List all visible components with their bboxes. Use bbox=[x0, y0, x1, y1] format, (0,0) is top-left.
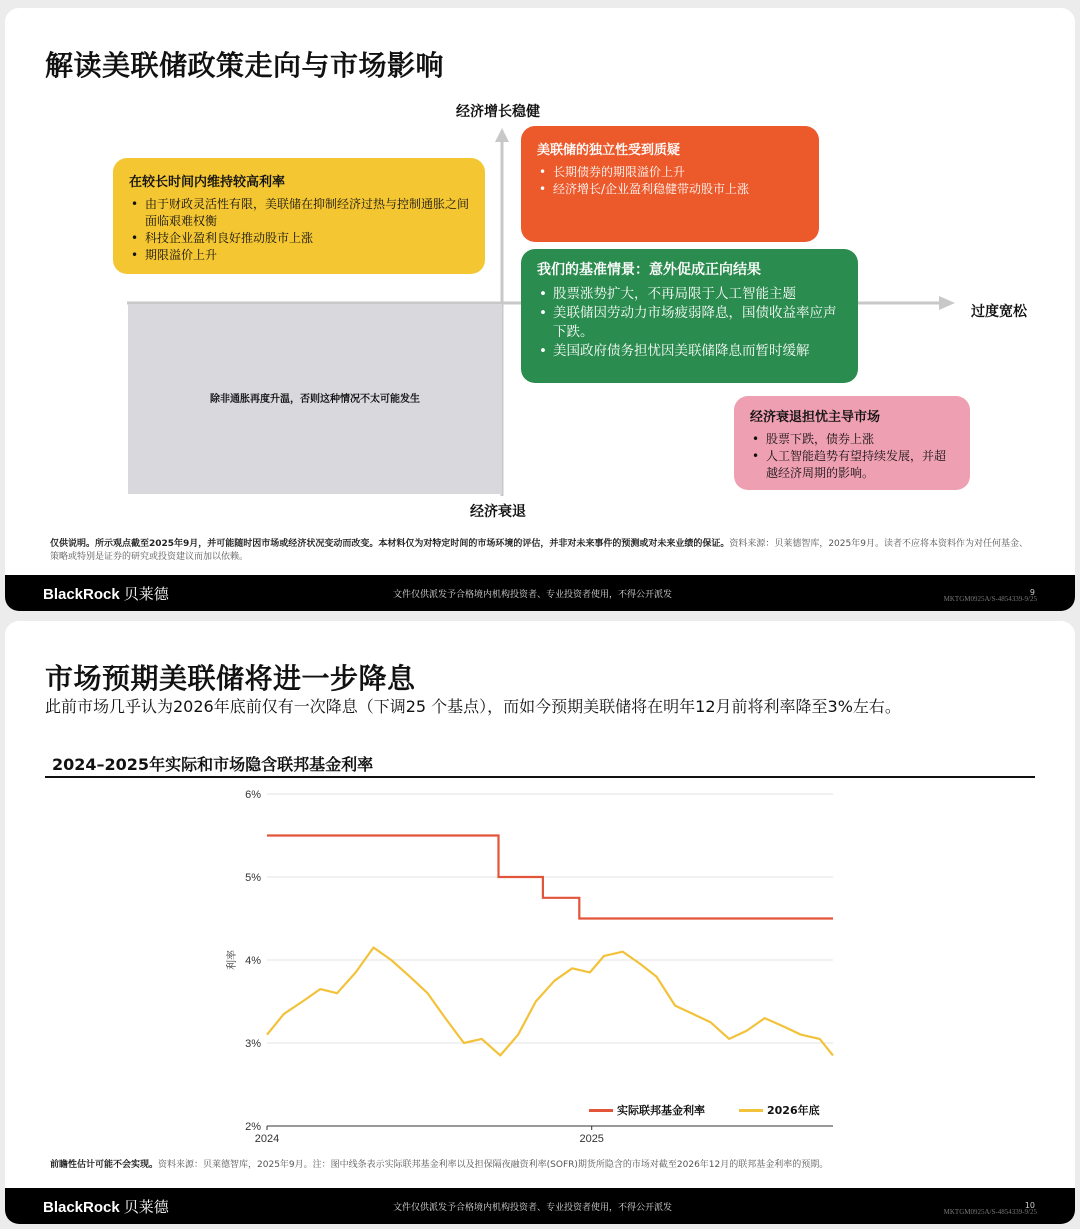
document-code: MKTGM0925A/S-4854339-9/25 bbox=[943, 1208, 1037, 1216]
y-tick-label: 6% bbox=[245, 789, 261, 801]
green-box-title: 我们的基准情景：意外促成正向结果 bbox=[537, 262, 761, 278]
disclaimer bbox=[50, 538, 1030, 564]
green-item: • 股票涨势扩大，不再局限于人工智能主题 bbox=[537, 285, 842, 304]
green-item: • 美联储因劳动力市场疲弱降息，国债收益率应声下跌。 bbox=[537, 304, 842, 342]
distribution-note: 文件仅供派发予合格境内机构投资者、专业投资者使用，不得公开派发 bbox=[393, 1203, 673, 1213]
axis-label-top: 经济增长稳健 bbox=[456, 104, 540, 120]
axis-label-right: 过度宽松 bbox=[971, 304, 1027, 320]
grey-quadrant-text: 除非通胀再度升温，否则这种情况不太可能发生 bbox=[210, 394, 420, 405]
green-item: • 美国政府债务担忧因美联储降息而暂时缓解 bbox=[537, 342, 842, 361]
y-tick-label: 3% bbox=[245, 1038, 261, 1050]
x-tick-label: 2024 bbox=[254, 1133, 280, 1145]
slide-title: 解读美联储政策走向与市场影响 bbox=[45, 49, 445, 82]
legend-2026: 2026年底 bbox=[739, 1102, 820, 1118]
disclaimer-bold: 仅供说明。所示观点截至2025年9月，并可能随时因市场或经济状况变动而改变。本材料仅为对特定时间的市场环境的评估，并非对未来事件的预测或对未来业绩的保证。 bbox=[50, 539, 730, 549]
chart-title-rule bbox=[45, 776, 1035, 778]
pink-item: • 人工智能趋势有望持续发展，并超越经济周期的影响。 bbox=[750, 448, 954, 482]
yellow-item: • 期限溢价上升 bbox=[129, 247, 469, 264]
slide-9 bbox=[5, 8, 1075, 611]
blackrock-logo: BlackRock 贝莱德 bbox=[43, 1198, 169, 1216]
footnote-bold: 前瞻性估计可能不会实现。 bbox=[50, 1160, 159, 1170]
yellow-item: • 由于财政灵活性有限，美联储在抑制经济过热与控制通胀之间面临艰难权衡 bbox=[129, 196, 469, 230]
green-scenario-box bbox=[521, 249, 858, 383]
legend-actual: 实际联邦基金利率 bbox=[589, 1102, 705, 1118]
footnote bbox=[50, 1159, 1040, 1172]
y-tick-label: 2% bbox=[245, 1121, 261, 1133]
blackrock-logo: BlackRock 贝莱德 bbox=[43, 585, 169, 603]
x-tick-label: 2025 bbox=[579, 1133, 604, 1145]
slide-10 bbox=[5, 621, 1075, 1224]
grey-quadrant bbox=[128, 304, 502, 494]
pink-scenario-box bbox=[734, 396, 970, 490]
implied-2026-line bbox=[267, 948, 833, 1056]
footnote-source: 资料来源：贝莱德智库，2025年9月。注：图中线条表示实际联邦基金利率以及担保隔夜融资利率(SOFR)期货所隐含的市场对截至2026年12月的联邦基金利率的预期。 bbox=[158, 1160, 829, 1170]
yellow-item: • 科技企业盈利良好推动股市上涨 bbox=[129, 230, 469, 247]
pink-item: • 股票下跌，债券上涨 bbox=[750, 431, 954, 448]
slide-title: 市场预期美联储将进一步降息 bbox=[45, 662, 416, 695]
document-code: MKTGM0925A/S-4854339-9/25 bbox=[943, 595, 1037, 603]
footer-bar bbox=[5, 575, 1075, 611]
orange-scenario-box bbox=[521, 126, 819, 242]
yellow-scenario-box bbox=[113, 158, 485, 274]
yellow-box-title: 在较长时间内维持较高利率 bbox=[129, 175, 286, 190]
disclaimer-source: 资料来源：贝莱德智库，2025年9月。读者不应将本资料作为对任何基金、策略或特别是证券的研究或投资建议而加以依赖。 bbox=[50, 539, 1028, 562]
orange-item: • 长期债券的期限溢价上升 bbox=[537, 164, 803, 181]
y-axis-label: 利率 bbox=[227, 950, 238, 970]
y-tick-label: 4% bbox=[245, 955, 261, 967]
page-number: 9 bbox=[1029, 588, 1035, 597]
footer-bar bbox=[5, 1188, 1075, 1224]
chart-title: 2024–2025年实际和市场隐含联邦基金利率 bbox=[52, 755, 374, 774]
fed-funds-chart bbox=[5, 781, 1075, 1151]
y-tick-label: 5% bbox=[245, 872, 261, 884]
arrow-up-icon bbox=[495, 128, 509, 142]
orange-item: • 经济增长/企业盈利稳健带动股市上涨 bbox=[537, 181, 803, 198]
page-number: 10 bbox=[1024, 1201, 1035, 1210]
arrow-right-icon bbox=[939, 296, 955, 310]
pink-box-title: 经济衰退担忧主导市场 bbox=[750, 410, 881, 425]
axis-label-bottom: 经济衰退 bbox=[470, 504, 526, 520]
distribution-note: 文件仅供派发予合格境内机构投资者、专业投资者使用，不得公开派发 bbox=[393, 590, 673, 600]
orange-box-title: 美联储的独立性受到质疑 bbox=[537, 143, 681, 158]
slide-subtitle: 此前市场几乎认为2026年底前仅有一次降息（下调25 个基点），而如今预期美联储将在明年12月前将利率降至3%左右。 bbox=[45, 697, 901, 716]
